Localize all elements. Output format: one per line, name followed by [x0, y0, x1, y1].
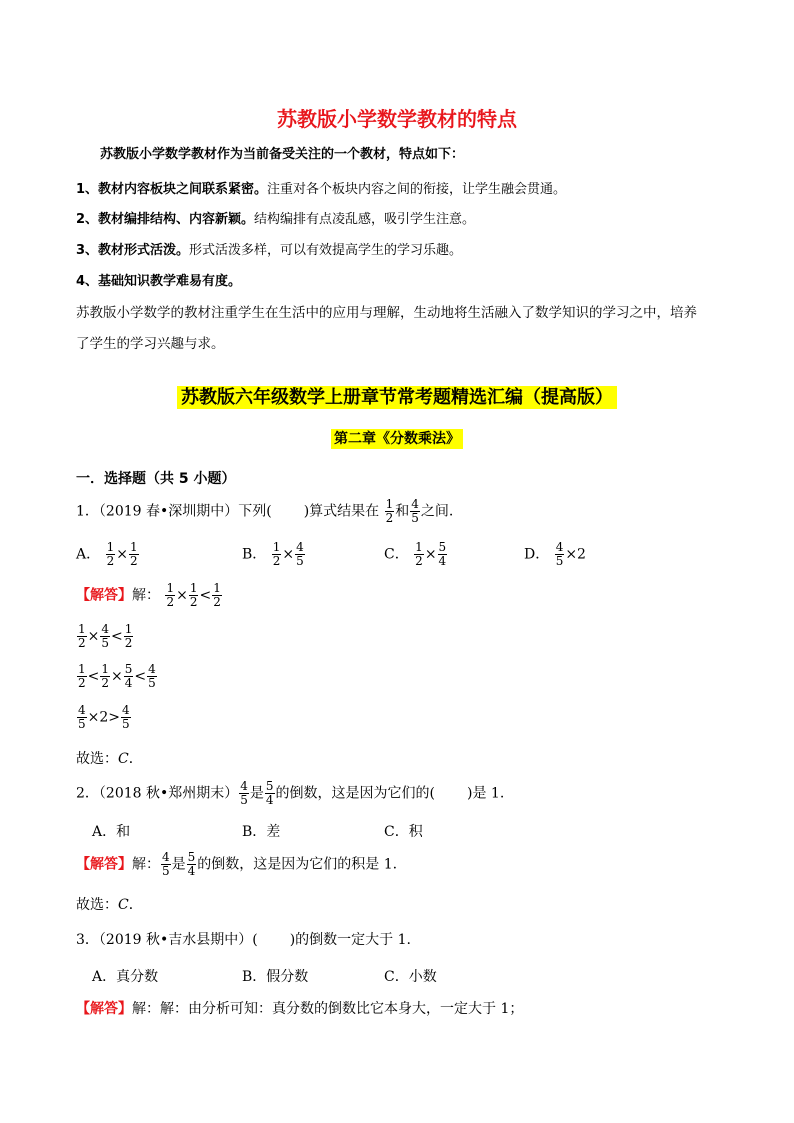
fraction: $\frac{4}{5}$: [411, 497, 419, 525]
q3-option-a: A．真分数: [92, 969, 159, 985]
question-1: 1．（2019 春•深圳期中）下列( )算式结果在 $\frac{1}{2}$ 和 $\frac{4}{5}$ 之间.: [76, 497, 454, 525]
q2-option-c: C．积: [384, 824, 423, 840]
summary-line-1: 苏教版小学数学的教材注重学生在生活中的应用与理解，生动地将生活融入了数学知识的学习之中，培养: [76, 305, 697, 321]
chapter-title: 第二章《分数乘法》: [0, 428, 794, 448]
q1-option-a: A． $\frac{1}{2}$ × $\frac{1}{2}$: [76, 540, 138, 568]
q1-step-1: $\frac{1}{2}$ × $\frac{4}{5}$ < $\frac{1}{2}$: [78, 622, 133, 650]
section-heading: 一．选择题（共 5 小题）: [76, 471, 236, 487]
q1-choice: 故选：C．: [76, 751, 143, 767]
feature-item-4: 4、基础知识教学难易有度。: [76, 274, 242, 289]
feature-item-2: 2、教材编排结构、内容新颖。结构编排有点凌乱感，吸引学生注意。: [76, 212, 476, 227]
intro-text: 苏教版小学数学教材作为当前备受关注的一个教材，特点如下：: [100, 147, 465, 162]
page-title: 苏教版小学数学教材的特点: [277, 107, 517, 131]
summary-line-2: 了学生的学习兴趣与求。: [76, 336, 225, 352]
q2-option-b: B．差: [242, 824, 281, 840]
question-3: 3．（2019 秋•吉水县期中）( )的倒数一定大于 1.: [76, 932, 411, 948]
q2-option-a: A．和: [92, 824, 131, 840]
q1-step-2: $\frac{1}{2}$ < $\frac{1}{2}$ × $\frac{5}{4}$ < $\frac{4}{5}$: [78, 662, 156, 690]
q3-answer: 【解答】解：解：由分析可知：真分数的倒数比它本身大，一定大于 1；: [76, 1001, 524, 1017]
q2-choice: 故选：C．: [76, 897, 143, 913]
q1-answer: 【解答】解： $\frac{1}{2}$ × $\frac{1}{2}$ < $\frac{1}{2}$: [76, 581, 221, 609]
q1-option-d: D． $\frac{4}{5}$ ×2: [524, 540, 586, 568]
exam-title: 苏教版六年级数学上册章节常考题精选汇编（提高版）: [0, 383, 794, 409]
question-2: 2．（2018 秋•郑州期末） $\frac{4}{5}$ 是 $\frac{5}{4}$ 的倒数，这是因为它们的( )是 1.: [76, 779, 505, 807]
feature-item-1: 1、教材内容板块之间联系紧密。注重对各个板块内容之间的衔接，让学生融会贯通。: [76, 182, 567, 197]
feature-item-3: 3、教材形式活泼。形式活泼多样，可以有效提高学生的学习乐趣。: [76, 243, 463, 258]
q1-option-c: C． $\frac{1}{2}$ × $\frac{5}{4}$: [384, 540, 447, 568]
q2-answer: 【解答】解： $\frac{4}{5}$ 是 $\frac{5}{4}$ 的倒数，这是因为它们的积是 1.: [76, 850, 398, 878]
q3-option-b: B．假分数: [242, 969, 309, 985]
q1-option-b: B． $\frac{1}{2}$ × $\frac{4}{5}$: [242, 540, 304, 568]
q3-option-c: C．小数: [384, 969, 437, 985]
fraction: $\frac{1}{2}$: [385, 497, 394, 525]
q1-step-3: $\frac{4}{5}$ ×2> $\frac{4}{5}$: [78, 703, 130, 731]
